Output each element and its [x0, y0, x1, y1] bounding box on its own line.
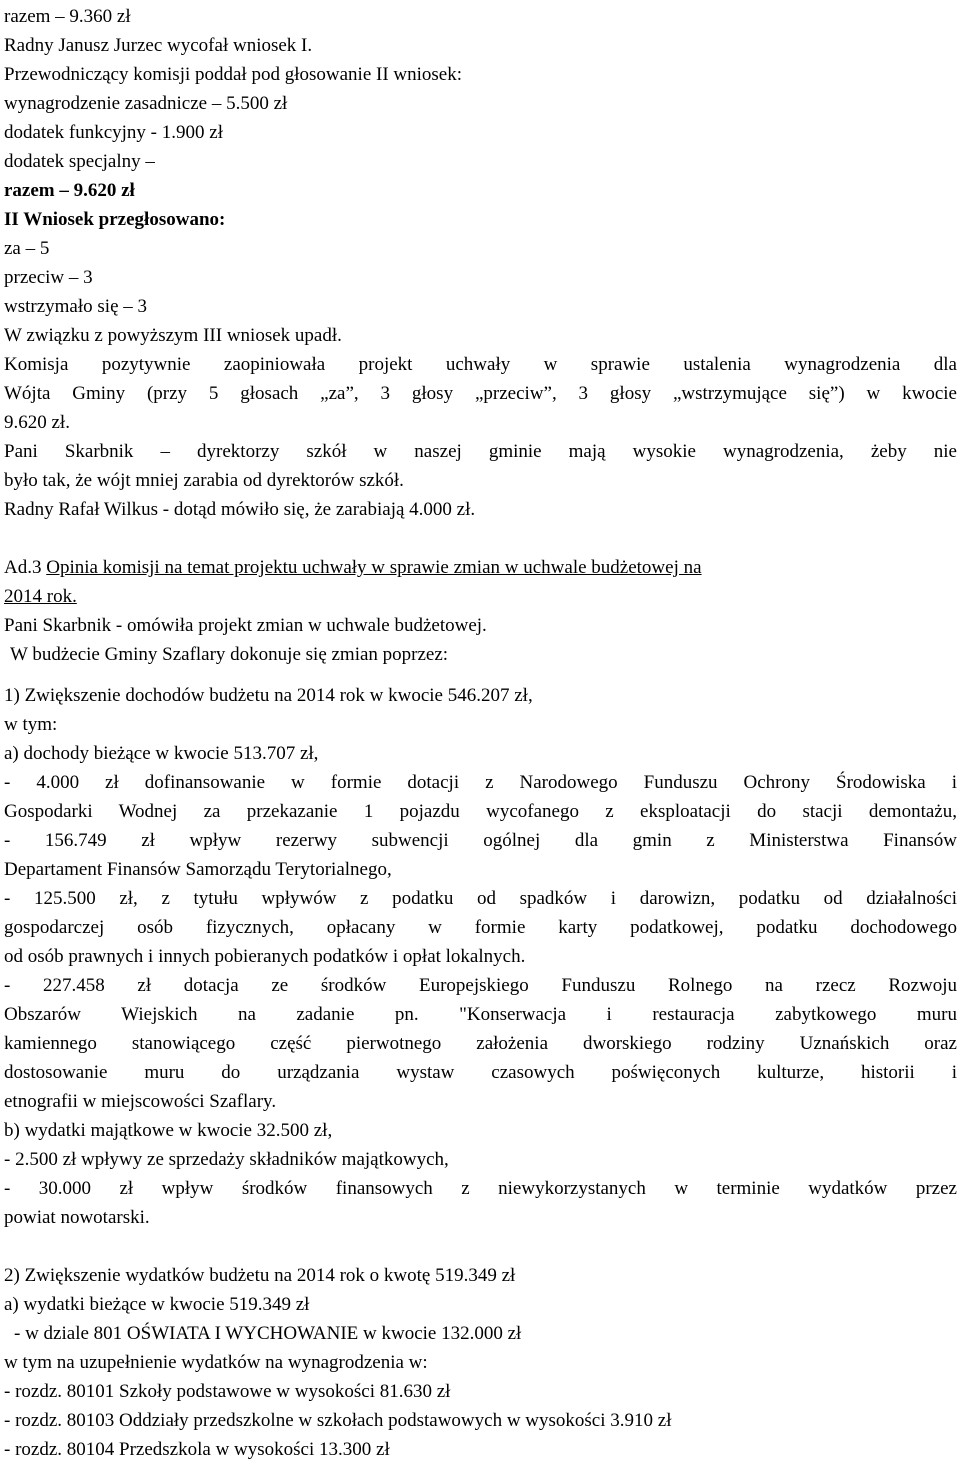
text-line: było tak, że wójt mniej zarabia od dyrektorów szkół.	[4, 470, 404, 491]
text-line: kamiennego stanowiącego część pierwotnego założenia dworskiego rodziny Uznańskich oraz	[4, 1033, 957, 1054]
text-line: a) dochody bieżące w kwocie 513.707 zł,	[4, 743, 319, 764]
text-line: gospodarczej osób fizycznych, opłacany w formie karty podatkowej, podatku dochodowego	[4, 917, 957, 938]
text-line: - rozdz. 80101 Szkoły podstawowe w wysokości 81.630 zł	[4, 1381, 451, 1402]
vote-abstain: wstrzymało się – 3	[4, 296, 148, 317]
text-line: Komisja pozytywnie zaopiniowała projekt uchwały w sprawie ustalenia wynagrodzenia dla	[4, 354, 957, 375]
vote-total-line: razem – 9.620 zł	[4, 180, 135, 201]
agenda-item-title: Opinia komisji na temat projektu uchwały w sprawie zmian w uchwale budżetowej na	[46, 557, 702, 578]
text-line: - 2.500 zł wpływy ze sprzedaży składników majątkowych,	[4, 1149, 449, 1170]
text-line: 1) Zwiększenie dochodów budżetu na 2014 rok w kwocie 546.207 zł,	[4, 685, 533, 706]
text-line: - 30.000 zł wpływ środków finansowych z niewykorzystanych w terminie wydatków przez	[4, 1178, 957, 1199]
agenda-item-number: Ad.3	[4, 557, 42, 578]
text-line: dostosowanie muru do urządzania wystaw czasowych poświęconych kulturze, historii i	[4, 1062, 957, 1083]
spacer	[4, 669, 957, 681]
text-line: - 156.749 zł wpływ rezerwy subwencji ogólnej dla gmin z Ministerstwa Finansów	[4, 830, 957, 851]
text-line: Obszarów Wiejskich na zadanie pn. "Konserwacja i restauracja zabytkowego muru	[4, 1004, 957, 1025]
text-line: Pani Skarbnik – dyrektorzy szkół w naszej gminie mają wysokie wynagrodzenia, żeby nie	[4, 441, 957, 462]
text-line: w tym na uzupełnienie wydatków na wynagrodzenia w:	[4, 1352, 428, 1373]
spacer	[4, 1232, 957, 1261]
text-line: powiat nowotarski.	[4, 1207, 150, 1228]
vote-against: przeciw – 3	[4, 267, 93, 288]
agenda-item-title-cont: 2014 rok.	[4, 586, 77, 607]
text-line: Departament Finansów Samorządu Terytorialnego,	[4, 859, 392, 880]
text-line: Radny Janusz Jurzec wycofał wniosek I.	[4, 35, 313, 56]
text-line: b) wydatki majątkowe w kwocie 32.500 zł,	[4, 1120, 333, 1141]
spacer	[4, 524, 957, 553]
text-line: Przewodniczący komisji poddał pod głosowanie II wniosek:	[4, 64, 463, 85]
text-line: Pani Skarbnik - omówiła projekt zmian w uchwale budżetowej.	[4, 615, 487, 636]
text-line: - w dziale 801 OŚWIATA I WYCHOWANIE w kwocie 132.000 zł	[14, 1323, 522, 1344]
document-page	[4, 2, 957, 1464]
text-line: - 4.000 zł dofinansowanie w formie dotacji z Narodowego Funduszu Ochrony Środowiska i	[4, 772, 957, 793]
text-line: - rozdz. 80104 Przedszkola w wysokości 13.300 zł	[4, 1439, 390, 1460]
text-line: od osób prawnych i innych pobieranych podatków i opłat lokalnych.	[4, 946, 526, 967]
text-line: Radny Rafał Wilkus - dotąd mówiło się, że zarabiają 4.000 zł.	[4, 499, 476, 520]
text-line: - 227.458 zł dotacja ze środków Europejskiego Funduszu Rolnego na rzecz Rozwoju	[4, 975, 957, 996]
text-line: Gospodarki Wodnej za przekazanie 1 pojazdu wycofanego z eksploatacji do stacji demontażu,	[4, 801, 957, 822]
text-line: wynagrodzenie zasadnicze – 5.500 zł	[4, 93, 288, 114]
text-line: dodatek specjalny –	[4, 151, 155, 172]
text-line: W budżecie Gminy Szaflary dokonuje się zmian poprzez:	[10, 644, 449, 665]
text-line: Wójta Gminy (przy 5 głosach „za”, 3 głosy „przeciw”, 3 głosy „wstrzymujące się”) w kwocie	[4, 383, 957, 404]
text-line: W związku z powyższym III wniosek upadł.	[4, 325, 342, 346]
vote-for: za – 5	[4, 238, 50, 259]
text-line: 2) Zwiększenie wydatków budżetu na 2014 rok o kwotę 519.349 zł	[4, 1265, 516, 1286]
text-line: a) wydatki bieżące w kwocie 519.349 zł	[4, 1294, 310, 1315]
text-line: - 125.500 zł, z tytułu wpływów z podatku od spadków i darowizn, podatku od działalności	[4, 888, 957, 909]
vote-result-heading: II Wniosek przegłosowano:	[4, 209, 226, 230]
text-line: etnografii w miejscowości Szaflary.	[4, 1091, 277, 1112]
text-line: 9.620 zł.	[4, 412, 70, 433]
text-line: - rozdz. 80103 Oddziały przedszkolne w szkołach podstawowych w wysokości 3.910 zł	[4, 1410, 672, 1431]
text-line: razem – 9.360 zł	[4, 6, 131, 27]
text-line: dodatek funkcyjny - 1.900 zł	[4, 122, 223, 143]
agenda-item-heading	[4, 553, 957, 582]
text-line: w tym:	[4, 714, 58, 735]
